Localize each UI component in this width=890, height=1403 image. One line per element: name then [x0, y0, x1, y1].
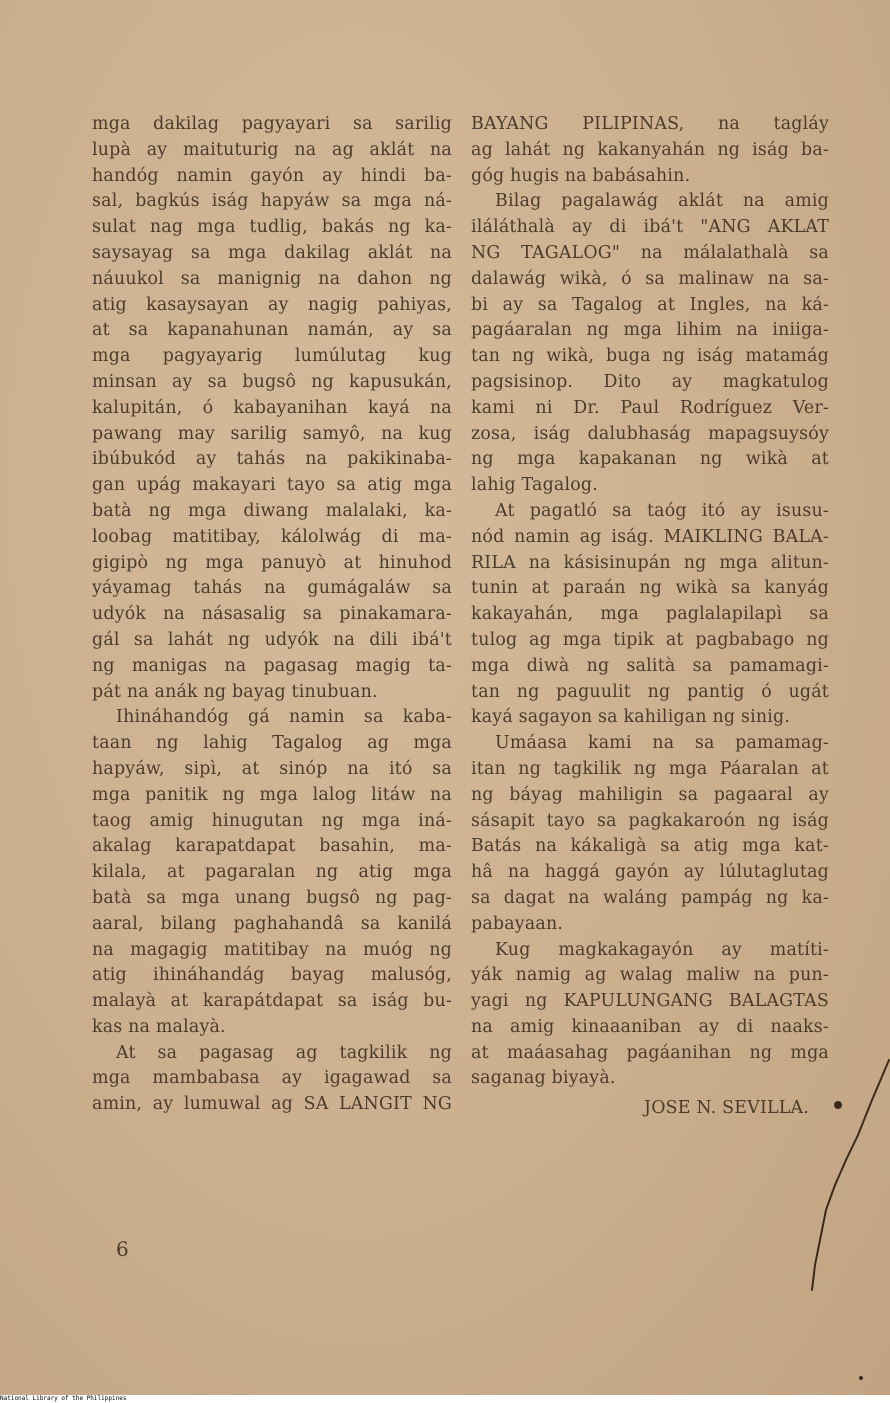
text-line: gan upág makayari tayo sa atig mga — [92, 475, 452, 496]
text-line: saysayag sa mga dakilag aklát na — [92, 242, 452, 263]
text-line: RILA na kásisinupán ng mga alitun- — [471, 552, 829, 573]
text-line: mga mambabasa ay igagawad sa — [92, 1068, 452, 1089]
ink-spot — [834, 1101, 842, 1109]
text-line: amin, ay lumuwal ag SA LANGIT NG — [92, 1094, 452, 1115]
text-line: náuukol sa manignig na dahon ng — [92, 268, 452, 289]
crack-line — [812, 1060, 889, 1290]
text-line: na magagig matitibay na muóg ng — [92, 939, 452, 960]
text-line: handóg namin gayón ay hindi ba- — [92, 165, 452, 186]
text-line: hâ na haggá gayón ay lúlutaglutag — [471, 862, 829, 883]
text-line: mga panitik ng mga lalog litáw na — [92, 784, 452, 805]
text-line: taog amig hinugutan ng mga iná- — [92, 810, 452, 831]
text-line: dalawág wikà, ó sa malinaw na sa- — [471, 268, 829, 289]
text-line: tan ng paguulit ng pantig ó ugát — [471, 681, 829, 702]
ink-spot — [859, 1376, 863, 1380]
text-line: sásapit tayo sa pagkakaroón ng iság — [471, 810, 829, 831]
footer-watermark: National Library of the Philippines — [0, 1395, 890, 1403]
text-line: pabayaan. — [471, 913, 564, 934]
text-line: pawang may sarilig samyô, na kug — [92, 423, 452, 444]
text-line: kayá sagayon sa kahiligan ng sinig. — [471, 707, 791, 728]
text-line: kilala, at pagaralan ng atig mga — [92, 862, 452, 883]
text-line: Bilag pagalawág aklát na amig — [495, 191, 829, 212]
text-line: hapyáw, sipì, at sinóp na itó sa — [92, 758, 452, 779]
text-line: aaral, bilang paghahandâ sa kanilá — [92, 913, 452, 934]
text-line: saganag biyayà. — [471, 1068, 616, 1089]
text-line: itan ng tagkilik ng mga Páaralan at — [471, 758, 829, 779]
text-line: at maáasahag pagáanihan ng mga — [471, 1042, 829, 1063]
text-line: pagsisinop. Dito ay magkatulog — [471, 371, 829, 392]
text-line: yagi ng KAPULUNGANG BALAGTAS — [471, 991, 829, 1012]
signature: JOSE N. SEVILLA. — [644, 1098, 809, 1119]
text-line: tunin at paraán ng wikà sa kanyág — [471, 578, 829, 599]
text-line: lupà ay maituturig na ag aklát na — [92, 139, 452, 160]
text-line: atig ihináhandág bayag malusóg, — [92, 965, 452, 986]
text-line: nód namin ag iság. MAIKLING BALA- — [471, 526, 829, 547]
text-line: yáyamag tahás na gumágaláw sa — [92, 578, 452, 599]
text-line: zosa, iság dalubhaság mapagsuysóy — [471, 423, 829, 444]
text-line: At pagatló sa taóg itó ay isusu- — [495, 500, 829, 521]
text-line: At sa pagasag ag tagkilik ng — [116, 1042, 452, 1063]
text-line: gigipò ng mga panuyò at hinuhod — [92, 552, 452, 573]
text-line: NG TAGALOG" na málalathalà sa — [471, 242, 829, 263]
text-line: na amig kinaaaniban ay di naaks- — [471, 1016, 829, 1037]
text-line: akalag karapatdapat basahin, ma- — [92, 836, 452, 857]
text-line: kami ni Dr. Paul Rodríguez Ver- — [471, 397, 829, 418]
text-line: góg hugis na babásahin. — [471, 165, 691, 186]
text-line: ng báyag mahiligin sa pagaaral ay — [471, 784, 829, 805]
text-line: pát na anák ng bayag tinubuan. — [92, 681, 378, 702]
page-number: 6 — [116, 1237, 129, 1261]
text-line: taan ng lahig Tagalog ag mga — [92, 733, 452, 754]
text-line: atig kasaysayan ay nagig pahiyas, — [92, 294, 452, 315]
text-line: BAYANG PILIPINAS, na tagláy — [471, 114, 829, 134]
text-line: ibúbukód ay tahás na pakikinaba- — [92, 449, 452, 470]
text-line: tan ng wikà, buga ng iság matamág — [471, 346, 829, 367]
text-line: Batás na kákaligà sa atig mga kat- — [471, 836, 829, 857]
text-line: bi ay sa Tagalog at Ingles, na ká- — [471, 294, 829, 315]
text-line: kalupitán, ó kabayanihan kayá na — [92, 397, 452, 418]
text-line: ng mga kapakanan ng wikà at — [471, 449, 829, 470]
text-line: mga dakilag pagyayari sa sarilig — [92, 114, 452, 134]
text-line: Umáasa kami na sa pamamag- — [495, 733, 829, 754]
text-line: Kug magkakagayón ay matíti- — [495, 939, 829, 960]
text-line: minsan ay sa bugsô ng kapusukán, — [92, 371, 452, 392]
text-line: Ihináhandóg gá namin sa kaba- — [116, 707, 452, 728]
text-line: malayà at karapátdapat sa iság bu- — [92, 991, 452, 1012]
text-line: kakayahán, mga paglalapilapì sa — [471, 604, 829, 625]
text-line: lahig Tagalog. — [471, 475, 598, 496]
text-line: udyók na násasalig sa pinakamara- — [92, 604, 452, 625]
text-line: iláláthalà ay di ibá't "ANG AKLAT — [471, 217, 829, 238]
text-line: batà ng mga diwang malalaki, ka- — [92, 500, 452, 521]
text-line: yák namig ag walag maliw na pun- — [471, 965, 829, 986]
text-line: sulat nag mga tudlig, bakás ng ka- — [92, 217, 452, 238]
text-line: mga diwà ng salità sa pamamagi- — [471, 655, 829, 676]
text-line: kas na malayà. — [92, 1016, 226, 1037]
text-line: at sa kapanahunan namán, ay sa — [92, 320, 452, 341]
text-line: mga pagyayarig lumúlutag kug — [92, 346, 452, 367]
text-line: loobag matitibay, kálolwág di ma- — [92, 526, 452, 547]
text-line: gál sa lahát ng udyók na dili ibá't — [92, 629, 452, 650]
text-line: batà sa mga unang bugsô ng pag- — [92, 887, 452, 908]
text-line: sal, bagkús iság hapyáw sa mga ná- — [92, 191, 452, 212]
text-line: sa dagat na waláng pampág ng ka- — [471, 887, 829, 908]
text-line: tulog ag mga tipik at pagbabago ng — [471, 629, 829, 650]
text-line: pagáaralan ng mga lihim na iniiga- — [471, 320, 829, 341]
text-line: ag lahát ng kakanyahán ng iság ba- — [471, 139, 829, 160]
text-line: ng manigas na pagasag magig ta- — [92, 655, 452, 676]
